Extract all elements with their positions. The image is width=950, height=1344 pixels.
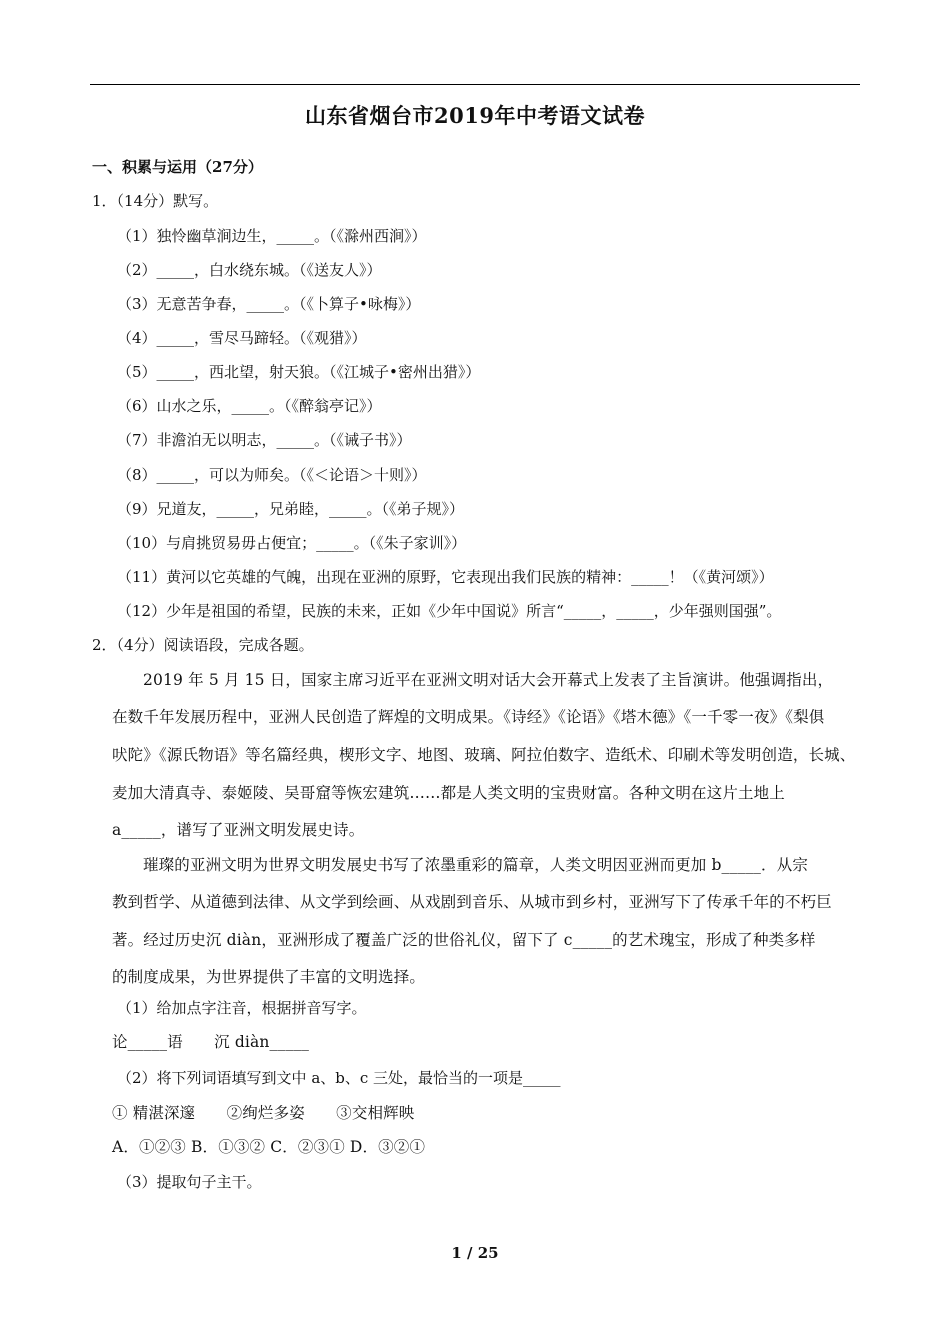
q1-item-9: （9）兄道友，_____，兄弟睦，_____。（《弟子规》） <box>117 500 465 518</box>
q2-sub-1-answer: 论_____语 沉 diàn_____ <box>112 1033 310 1051</box>
q2-sub-1: （1）给加点字注音，根据拼音写字。 <box>117 999 367 1017</box>
q2-sub-2-options: A．①②③ B．①③② C．②③① D．③②① <box>112 1138 426 1156</box>
passage-line: 2019 年 5 月 15 日，国家主席习近平在亚洲文明对话大会开幕式上发表了主旨演讲。他强调指出， <box>143 671 834 689</box>
page-title: 山东省烟台市2019年中考语文试卷 <box>305 103 645 128</box>
q2-sub-3: （3）提取句子主干。 <box>117 1173 262 1191</box>
passage-line: 教到哲学、从道德到法律、从文学到绘画、从戏剧到音乐、从城市到乡村，亚洲写下了传承千年的不朽巨 <box>112 893 832 911</box>
section-heading: 一、积累与运用（27分） <box>92 158 263 176</box>
q1-item-6: （6）山水之乐，_____。（《醉翁亭记》） <box>117 397 382 415</box>
q2-sub-2-words: ① 精湛深邃 ②绚烂多姿 ③交相辉映 <box>112 1104 415 1122</box>
q1-item-11: （11）黄河以它英雄的气魄，出现在亚洲的原野，它表现出我们民族的精神：_____！（《黄河颂》） <box>117 568 774 586</box>
passage-line: 麦加大清真寺、泰姬陵、吴哥窟等恢宏建筑……都是人类文明的宝贵财富。各种文明在这片土地上 <box>112 784 785 802</box>
passage-line: 著。经过历史沉 diàn，亚洲形成了覆盖广泛的世俗礼仪，留下了 c_____的艺术瑰宝，形成了种类多样 <box>112 931 816 949</box>
q1-item-5: （5）_____，西北望，射天狼。（《江城子•密州出猎》） <box>117 363 481 381</box>
top-rule <box>90 84 860 85</box>
passage-line: 的制度成果，为世界提供了丰富的文明选择。 <box>112 968 426 986</box>
q1-item-4: （4）_____，雪尽马蹄轻。（《观猎》） <box>117 329 367 347</box>
question-2-stem: 2．（4分）阅读语段，完成各题。 <box>92 636 314 654</box>
passage-line: 璀璨的亚洲文明为世界文明发展史书写了浓墨重彩的篇章，人类文明因亚洲而更加 b_____．从宗 <box>143 856 809 874</box>
q1-item-10: （10）与肩挑贸易毋占便宜；_____。（《朱子家训》） <box>117 534 467 552</box>
passage-line: 吠陀》《源氏物语》等名篇经典，楔形文字、地图、玻璃、阿拉伯数字、造纸术、印刷术等发明创造，长城、 <box>112 746 856 764</box>
question-1-stem: 1．（14分）默写。 <box>92 192 219 210</box>
page-number: 1 / 25 <box>451 1244 499 1262</box>
q1-item-1: （1）独怜幽草涧边生，_____。（《滁州西涧》） <box>117 227 427 245</box>
q1-item-7: （7）非澹泊无以明志，_____。（《诫子书》） <box>117 431 412 449</box>
q1-item-3: （3）无意苦争春，_____。（《卜算子•咏梅》） <box>117 295 421 313</box>
passage-line: a_____，谱写了亚洲文明发展史诗。 <box>112 821 365 839</box>
q1-item-12: （12）少年是祖国的希望，民族的未来，正如《少年中国说》所言“_____，_____，少年强则国强”。 <box>117 602 782 620</box>
q2-sub-2: （2）将下列词语填写到文中 a、b、c 三处，最恰当的一项是_____ <box>117 1069 561 1087</box>
q1-item-2: （2）_____，白水绕东城。（《送友人》） <box>117 261 382 279</box>
passage-line: 在数千年发展历程中，亚洲人民创造了辉煌的文明成果。《诗经》《论语》《塔木德》《一千零一夜》《梨俱 <box>112 708 825 726</box>
q1-item-8: （8）_____，可以为师矣。（《＜论语＞十则》） <box>117 466 427 484</box>
